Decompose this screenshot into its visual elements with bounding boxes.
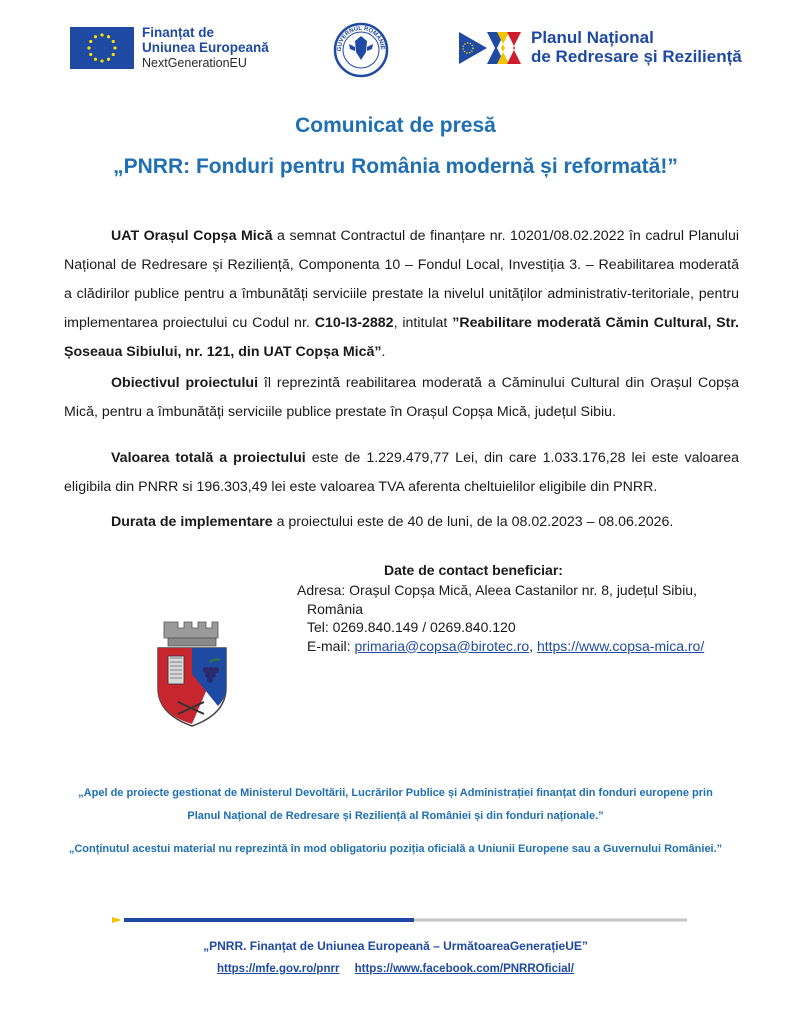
footer-links (0, 963, 791, 975)
eu-star-icon (107, 35, 110, 38)
eu-flag-icon (70, 27, 134, 69)
eu-star-icon (100, 59, 103, 62)
email-label: E-mail: (307, 637, 355, 654)
mfe-link[interactable]: https://mfe.gov.ro/pnrr (216, 963, 340, 975)
paragraph-duration (64, 508, 739, 537)
beneficiary-name: UAT Orașul Copșa Mică (111, 228, 273, 244)
paragraph-value (64, 444, 739, 502)
contact-block (297, 581, 737, 655)
objective-label: Obiectivul proiectului (111, 375, 259, 391)
eu-star-icon (113, 46, 116, 49)
disclaimer-note: „Conținutul acestui material nu reprezintă în mod obligatoriu poziția oficială a Uniunii Europene sau a Guvernului României.” (68, 843, 723, 855)
paragraph-text: a proiectului este de 40 de luni, de la 08.02.2023 – 08.06.2026. (272, 514, 674, 530)
footer-divider (112, 915, 687, 925)
eu-star-icon (112, 40, 115, 43)
funding-note-line1: „Apel de proiecte gestionat de Ministerul Devoltării, Lucrărilor Publice și Administrației finanțat din fonduri europene prin (78, 787, 713, 799)
eu-star-icon (87, 46, 90, 49)
page-subtitle: „PNRR: Fonduri pentru România modernă și reformată!” (113, 155, 678, 178)
project-title: ”Reabilitare moderată Cămin Cultural, Str. Șoseaua Sibiului, nr. 121, din UAT Copșa Mică” (64, 315, 739, 360)
website-link[interactable]: https://www.copsa-mica.ro/ (536, 637, 705, 654)
paragraph-text: îl reprezintă reabilitarea moderată a Căminului Cultural din Orașul Copșa Mică, pentru a îmbunătăți serviciile publice prestate în Orașul Copșa Mică, județul Sibiu. (64, 375, 739, 420)
pnrr-logo-line2: de Redresare și Reziliență (531, 47, 742, 66)
town-crest-icon (150, 618, 234, 728)
paragraph-text: a semnat Contractul de finanțare nr. 10201/08.02.2022 în cadrul Planului Național de Redresare și Reziliență, Componenta 10 – Fondul Local, Investiția 3. – Reabilitarea moderată a clădirilor publice pentru a îmbunătăți serviciile prestate la nivelul unităților administrativ-teritoriale, pentru implementarea proiectului cu Codul nr. (64, 228, 739, 331)
contact-address-line2: România (307, 600, 364, 617)
eu-star-icon (94, 35, 97, 38)
eu-star-icon (112, 53, 115, 56)
eu-logo-line1: Finanțat de (142, 25, 215, 40)
funding-note-line2: Planul Național de Redresare și Reziliență al României și din fonduri naționale.” (187, 810, 604, 822)
eu-logo-line2: Uniunea Europeană (142, 40, 269, 55)
eu-logo-line3: NextGenerationEU (142, 56, 247, 70)
email-link[interactable]: primaria@copsa@birotec.ro (354, 637, 530, 654)
page-title: Comunicat de presă (295, 114, 496, 137)
contact-phone: Tel: 0269.840.149 / 0269.840.120 (307, 619, 516, 635)
eu-funding-logo (142, 25, 269, 71)
project-code: C10-I3-2882 (314, 315, 394, 331)
eu-star-icon (100, 33, 103, 36)
pnrr-logo-icon (457, 28, 525, 68)
paragraph-text: . (381, 344, 386, 360)
link-separator: , (529, 637, 537, 654)
pnrr-logo-line1: Planul Național (531, 28, 654, 47)
eu-star-icon (89, 53, 92, 56)
eu-star-icon (107, 58, 110, 61)
pnrr-logo-text (531, 28, 742, 66)
contact-address-line1: Adresa: Orașul Copșa Mică, Aleea Castanilor nr. 8, județul Sibiu, (297, 582, 697, 598)
footer-title: „PNRR. Finanțat de Uniunea Europeană – UrmătoareaGenerațieUE” (203, 939, 588, 953)
paragraph-text: , intitulat (393, 315, 453, 331)
facebook-link[interactable]: https://www.facebook.com/PNRROficial/ (354, 963, 575, 975)
government-seal-icon (333, 22, 389, 78)
eu-star-icon (89, 40, 92, 43)
paragraph-contract (64, 222, 739, 367)
gov-seal-text: GUVERNUL ROMÂNIE (336, 25, 386, 52)
value-label: Valoarea totală a proiectului (111, 450, 306, 466)
eu-star-icon (94, 58, 97, 61)
paragraph-text: este de 1.229.479,77 Lei, din care 1.033.176,28 lei este valoarea eligibila din PNRR si 196.303,49 lei este valoarea TVA aferenta cheltuielilor eligibile din PNRR. (64, 450, 739, 495)
duration-label: Durata de implementare (111, 514, 273, 530)
contact-title: Date de contact beneficiar: (384, 562, 563, 578)
paragraph-objective (64, 369, 739, 427)
contact-email-line (297, 637, 737, 656)
